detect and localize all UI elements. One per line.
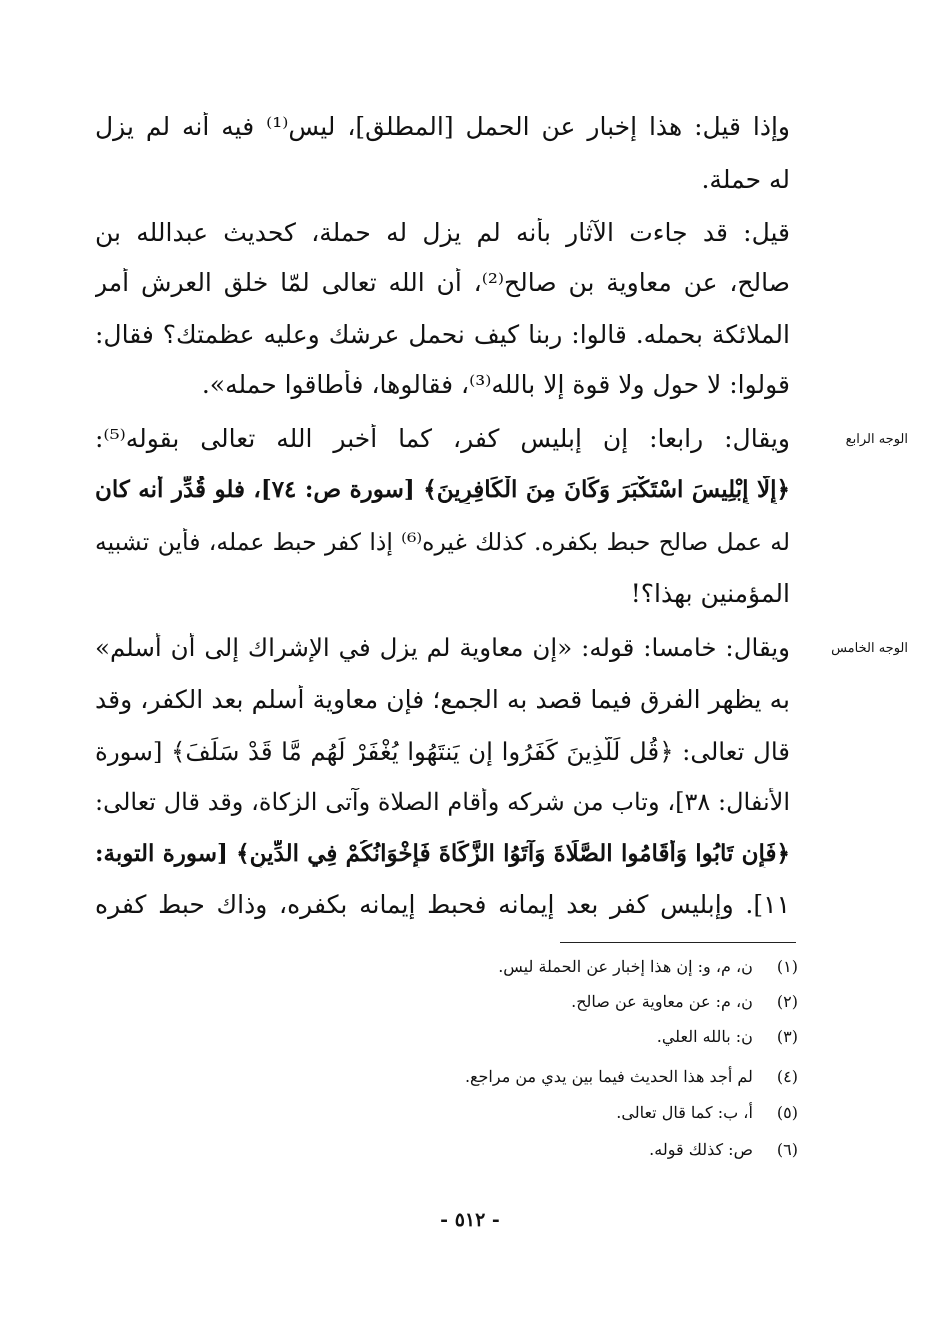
footnote-number: (٤) (776, 1067, 798, 1086)
body-line-1: وإذا قيل: هذا إخبار عن الحمل [المطلق]، ليس⁽¹⁾ فيه أنه لم يزل (95, 112, 790, 141)
body-line-7: ويقال: رابعا: إن إبليس كفر، كما أخبر الله تعالى بقوله⁽⁵⁾: (95, 424, 790, 453)
footnote-number: (٣) (776, 1027, 798, 1046)
footnote-number: (٥) (776, 1103, 798, 1122)
footnote-number: (٢) (776, 992, 798, 1011)
side-note-fourth: الوجه الرابع (845, 432, 908, 447)
footnote-6 (108, 1140, 798, 1159)
footnote-number: (١) (776, 957, 798, 976)
body-line-5: الملائكة بحمله. قالوا: ربنا كيف نحمل عرشك وعليه عظمتك؟ فقال: (95, 320, 790, 349)
footnote-5 (108, 1103, 798, 1122)
footnote-text: ن: بالله العلي. (656, 1027, 753, 1046)
footnote-2 (108, 992, 798, 1011)
side-note-fifth: الوجه الخامس (831, 641, 908, 656)
body-line-8-quran: ﴿إِلَّا إِبْلِيسَ اسْتَكْبَرَ وَكَانَ مِنَ الْكَافِرِينَ﴾ [سورة ص: ٧٤]، فلو قُدِّر أنه كان (95, 476, 790, 503)
body-line-3: قيل: قد جاءت الآثار بأنه لم يزل له حملة، كحديث عبدالله بن (95, 218, 790, 247)
footnote-text: ص: كذلك قوله. (649, 1140, 753, 1159)
body-line-14: الأنفال: ٣٨]، وتاب من شركه وأقام الصلاة وآتى الزكاة، وقد قال تعالى: (95, 788, 790, 816)
footnote-1 (108, 957, 798, 976)
body-line-4: صالح، عن معاوية بن صالح⁽²⁾، أن الله تعالى لمّا خلق العرش أمر (95, 268, 790, 297)
body-line-6: قولوا: لا حول ولا قوة إلا بالله⁽³⁾، فقالوها، فأطاقوا حمله». (201, 370, 790, 399)
body-line-12: به يظهر الفرق فيما قصد به الجمع؛ فإن معاوية أسلم بعد الكفر، وقد (95, 685, 790, 714)
body-line-9: له عمل صالح حبط بكفره. كذلك غيره⁽⁶⁾ إذا كفر حبط عمله، فأين تشبيه (95, 528, 790, 556)
footnote-3 (108, 1027, 798, 1046)
footnote-text: ن، م: عن معاوية عن صالح. (571, 992, 753, 1011)
body-line-15-quran: ﴿فَإِن تَابُوا وَأَقَامُوا الصَّلَاةَ وَآتَوُا الزَّكَاةَ فَإِخْوَانُكُمْ فِي الدِّينِ﴾ [سورة التوبة: (95, 840, 790, 867)
body-line-2: له حملة. (701, 165, 790, 194)
footnote-text: ن، م، و: إن هذا إخبار عن الحملة ليس. (498, 957, 753, 976)
footnote-4 (108, 1067, 798, 1086)
footnote-text: أ، ب: كما قال تعالى. (616, 1103, 753, 1122)
body-line-13-quran: قال تعالى: ﴿قُل لِّلَّذِينَ كَفَرُوا إِن يَنتَهُوا يُغْفَرْ لَهُم مَّا قَدْ سَلَفَ﴾ [سورة (95, 737, 790, 766)
page-number: - ٥١٢ - (440, 1209, 500, 1231)
footnote-text: لم أجد هذا الحديث فيما بين يدي من مراجع. (464, 1067, 753, 1086)
footnote-number: (٦) (776, 1140, 798, 1159)
body-line-11: ويقال: خامسا: قوله: «إن معاوية لم يزل في الإشراك إلى أن أسلم» (95, 633, 790, 662)
body-line-16: ١١]. وإبليس كفر بعد إيمانه فحبط إيمانه بكفره، وذاك حبط كفره (95, 890, 790, 919)
footnote-separator (560, 942, 796, 943)
body-line-10: المؤمنين بهذا؟! (630, 579, 790, 608)
